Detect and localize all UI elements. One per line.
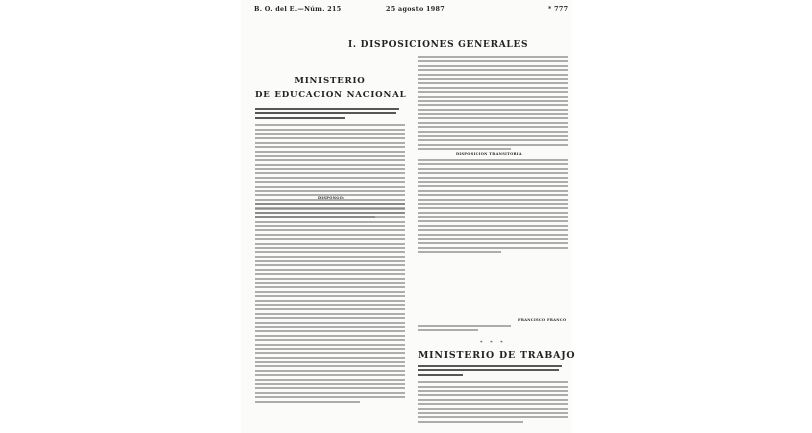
section-title: I. DISPOSICIONES GENERALES: [348, 40, 529, 50]
signature-block: [418, 325, 568, 334]
left-column-articles: [255, 203, 405, 405]
right-column-labor-text: [418, 365, 568, 425]
separator-stars: * * *: [480, 340, 506, 346]
header-date: 25 agosto 1987: [386, 5, 446, 13]
header-bulletin-number: B. O. del E.—Núm. 215: [254, 5, 342, 13]
right-column-top-text: [418, 56, 568, 153]
right-column-transitoria-text: [418, 159, 568, 256]
dispongo-heading: DISPONGO:: [318, 196, 345, 200]
ministry-education-line2: DE EDUCACION NACIONAL: [255, 90, 407, 100]
transitoria-heading: DISPOSICION TRANSITORIA: [456, 152, 522, 156]
ministry-labor: MINISTERIO DE TRABAJO: [418, 350, 576, 361]
header-page-number: * 777: [548, 5, 569, 13]
ministry-education-line1: MINISTERIO: [294, 76, 366, 86]
signature-name: FRANCISCO FRANCO: [518, 318, 567, 322]
